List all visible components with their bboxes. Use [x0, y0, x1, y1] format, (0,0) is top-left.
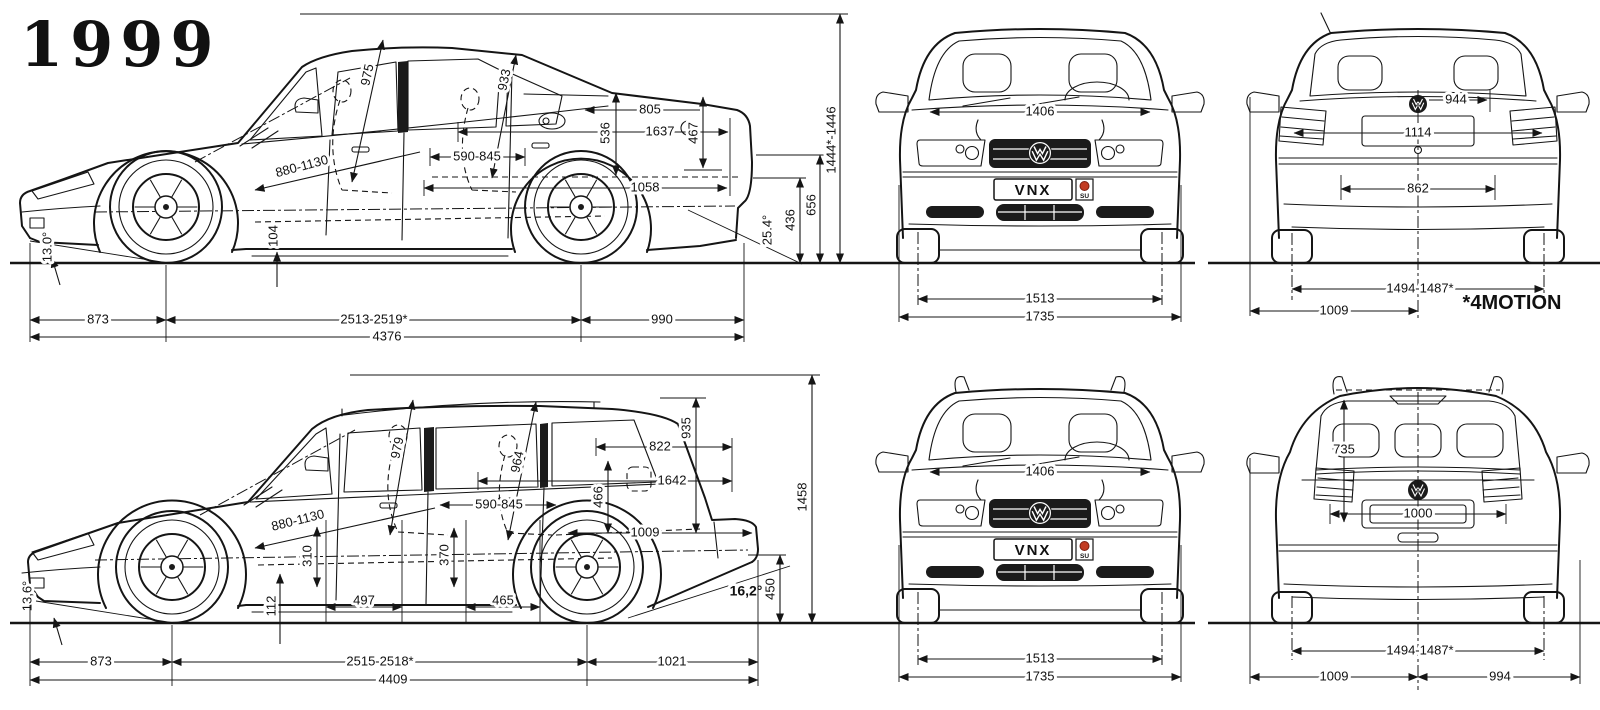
dim-label-wheelbase: 2515-2518* — [346, 653, 414, 669]
dim-track — [918, 650, 1162, 665]
b-pillar — [398, 61, 408, 133]
headrest-left — [1338, 56, 1382, 90]
dim-boot-height — [684, 97, 722, 170]
dim-label-overall-length: 4376 — [372, 328, 402, 344]
wagon-rear-view — [1208, 377, 1600, 690]
quarter-window — [506, 72, 562, 126]
headlight-right — [1095, 140, 1163, 166]
dim-sill-height — [263, 574, 280, 644]
dim-label: 735 — [1333, 441, 1355, 457]
mirror-right — [1172, 92, 1204, 112]
dim-label: 1009 — [1319, 302, 1349, 318]
front-wheel — [110, 151, 222, 263]
dim-label: 450 — [762, 578, 778, 600]
windshield — [929, 398, 1151, 461]
steering-line — [195, 78, 350, 162]
headlight-right — [1095, 500, 1163, 526]
dim-hatch-height — [1333, 400, 1355, 522]
dim-label: 1637 — [645, 123, 675, 139]
license-plate — [994, 539, 1093, 560]
dim-label-front-overhang: 873 — [87, 311, 109, 327]
dim-label: 1009 — [630, 524, 660, 540]
fog-light — [30, 218, 44, 228]
dim-label: 935 — [678, 417, 694, 439]
headlight-left — [917, 500, 985, 526]
dim-label: 467 — [685, 122, 701, 144]
license-plate — [994, 179, 1093, 200]
dim-seat-travel — [430, 148, 525, 166]
vw-logo-icon — [1028, 501, 1052, 525]
dim-label: 1000 — [1403, 505, 1433, 521]
dim-seat-travel — [440, 496, 556, 511]
dim-label: 1444*-1446 — [823, 106, 839, 174]
dim-label: 822 — [649, 438, 671, 454]
dim-load-height — [590, 461, 608, 533]
dim-label: 979 — [387, 435, 407, 460]
dim-label: 880-1130 — [273, 151, 330, 181]
steering-line — [200, 430, 355, 515]
dim-label: 310 — [299, 545, 315, 567]
dim-label: 104 — [265, 225, 281, 247]
mirror-right — [1172, 452, 1204, 472]
b-pillar — [424, 427, 434, 492]
front-wheel — [116, 511, 228, 623]
sedan-front-view — [876, 29, 1204, 323]
rear-window — [1310, 37, 1526, 97]
dim-label: 862 — [1407, 180, 1429, 196]
dim-label: 1735 — [1025, 308, 1055, 324]
wagon-front-view — [876, 377, 1204, 684]
dim-boot-width — [1294, 124, 1542, 139]
rear-wheel-arch — [513, 501, 661, 608]
dim-label: 1494-1487* — [1386, 642, 1454, 658]
dim-label: 964 — [507, 449, 527, 474]
headrest-right — [1457, 424, 1503, 457]
windshield — [250, 68, 322, 140]
taillight-right — [1510, 107, 1557, 145]
intake-left — [926, 566, 984, 578]
headrest-right — [1454, 56, 1498, 90]
headrest-left — [963, 54, 1011, 92]
plate-number: VNX — [1014, 182, 1052, 199]
mirror-right — [1557, 453, 1589, 473]
mirror-right — [1557, 92, 1589, 112]
dim-track — [1292, 642, 1544, 657]
dim-label-rear-overhang: 990 — [651, 311, 673, 327]
fourmotion-note: *4MOTION — [1462, 292, 1562, 314]
dim-steering-reach — [255, 506, 435, 548]
dim-label: 25.4° — [759, 214, 775, 246]
antenna — [1321, 13, 1330, 32]
dim-label: 1458 — [794, 482, 810, 512]
mirror-left — [876, 452, 908, 472]
dim-front-headroom — [352, 40, 383, 182]
page-title: 1999 — [20, 8, 221, 81]
dim-label: 536 — [597, 122, 613, 144]
dim-label: 1735 — [1025, 668, 1055, 684]
roof-rail-left — [955, 377, 969, 392]
dim-label: 590-845 — [475, 496, 523, 512]
dim-label: 975 — [357, 62, 377, 87]
dim-label: 370 — [436, 544, 452, 566]
dim-boot-length — [424, 179, 727, 196]
dim-label: 465 — [492, 592, 514, 608]
dim-label: 656 — [803, 194, 819, 216]
dim-label: 1009 — [1319, 668, 1349, 684]
plate-country: SU — [1079, 193, 1090, 200]
dim-label-overall-length: 4409 — [378, 671, 408, 687]
wipers — [240, 128, 278, 148]
dim-label: 880-1130 — [269, 506, 326, 534]
mirror-left — [1247, 92, 1279, 112]
dim-label: 1114 — [1404, 124, 1432, 140]
dim-label: 1513 — [1025, 650, 1055, 666]
dim-steering-reach — [255, 152, 420, 190]
dim-label-front-overhang: 873 — [90, 653, 112, 669]
plate-emblem-icon — [1080, 542, 1089, 551]
taillight-left — [1279, 107, 1326, 145]
dim-label: 16,2° — [729, 582, 763, 599]
dim-label: 1406 — [1025, 463, 1055, 479]
side-mirror — [305, 456, 328, 471]
front-door-window — [344, 428, 422, 492]
dim-track — [918, 290, 1162, 305]
roof-rail-right — [1489, 377, 1503, 394]
dim-label: 13.0° — [39, 231, 55, 263]
dim-label: 933 — [494, 67, 514, 92]
cargo-window — [552, 420, 658, 486]
wipers — [244, 487, 282, 507]
dim-label: 13,6° — [19, 580, 35, 612]
wagon-side-body-outline — [28, 406, 758, 597]
fuel-flap — [627, 467, 651, 491]
roof-rail-left — [1333, 377, 1347, 394]
c-pillar — [540, 423, 548, 488]
windshield — [929, 38, 1151, 101]
mirror-left — [876, 92, 908, 112]
dim-label: 994 — [1489, 668, 1511, 684]
dim-label: 112 — [263, 595, 279, 617]
door-handle — [352, 147, 369, 152]
dim-rear-headroom — [507, 402, 536, 540]
plate-number: VNX — [1014, 542, 1052, 559]
dim-label: 436 — [782, 209, 798, 231]
dim-approach-angle — [19, 581, 174, 645]
wagon-side-view — [10, 375, 1195, 686]
dim-label: 497 — [353, 592, 375, 608]
roof-rail-right — [1111, 377, 1125, 392]
front-wheel-arch — [98, 501, 246, 608]
headrest-left — [963, 414, 1011, 452]
vw-logo-icon — [1028, 141, 1052, 165]
dim-approach-angle — [30, 232, 168, 285]
plate-country: SU — [1079, 553, 1090, 560]
dim-boot-opening — [585, 101, 700, 116]
door-handle — [532, 143, 549, 148]
dim-label: 1058 — [630, 179, 660, 195]
dim-cargo-length — [568, 524, 752, 539]
intake-right — [1096, 206, 1154, 218]
dim-label: 1494-1487* — [1386, 280, 1454, 296]
dim-label: 944 — [1445, 91, 1467, 107]
intake-right — [1096, 566, 1154, 578]
headlight — [32, 533, 94, 560]
dim-label: 466 — [590, 486, 606, 508]
dim-label-wheelbase: 2513-2519* — [340, 311, 408, 327]
rear-wheel — [531, 511, 643, 623]
plate-emblem-icon — [1080, 182, 1089, 191]
headlight — [32, 172, 94, 199]
headlight-left — [917, 140, 985, 166]
sedan-rear-view — [1208, 13, 1600, 318]
dim-label: 1406 — [1025, 103, 1055, 119]
dim-label-rear-overhang: 1021 — [657, 653, 687, 669]
dim-label: 805 — [639, 101, 661, 117]
side-mirror — [295, 98, 318, 113]
dim-label: 590-845 — [453, 148, 501, 164]
dim-label: 1642 — [657, 472, 687, 488]
dim-rear-floor — [466, 520, 540, 622]
mirror-left — [1247, 453, 1279, 473]
intake-left — [926, 206, 984, 218]
dim-label: 1513 — [1025, 290, 1055, 306]
dim-rear-seat-height — [436, 528, 454, 587]
